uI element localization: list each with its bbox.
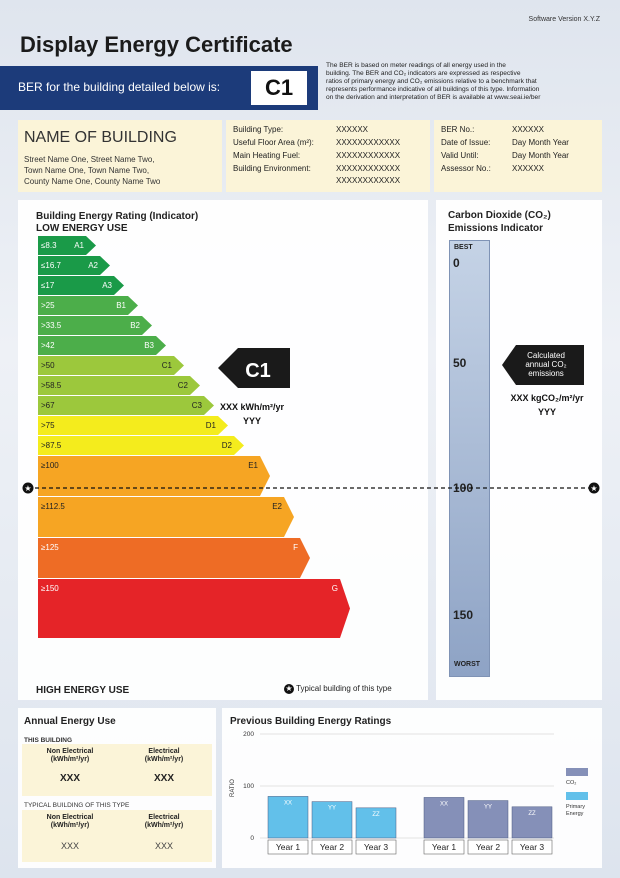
energy-band-range: >87.5 [41, 441, 62, 450]
chart-bar-label: YY [327, 805, 337, 812]
chart-legend-label: Primary [566, 804, 585, 810]
chart-category-label: Year 1 [275, 842, 301, 852]
this-electrical-value: XXX [153, 773, 174, 784]
ber-info-value: XXXXXX [512, 125, 545, 134]
chart-bar-label: ZZ [372, 811, 380, 818]
electrical-header-line: Electrical [148, 748, 180, 755]
chart-bar-label: ZZ [528, 810, 536, 817]
typical-marker-left-star: ★ [24, 484, 32, 493]
co2-value: XXX kgCO₂/m²/yr [510, 393, 584, 403]
non-electrical-header [30, 748, 110, 764]
ber-description-line: ratios of primary energy and CO₂ emissions relative to a benchmark that [326, 78, 537, 85]
energy-band-d2 [38, 436, 244, 455]
energy-band-range: >67 [41, 401, 55, 410]
chart-ytick: 0 [250, 835, 254, 842]
detail-label: Useful Floor Area (m²): [233, 138, 314, 147]
chart-category-label: Year 2 [475, 842, 501, 852]
chart-category-label: Year 1 [431, 842, 457, 852]
address-line: Town Name One, Town Name Two, [24, 166, 150, 175]
energy-band-grade: B1 [116, 301, 126, 310]
ber-value-box: C1 [249, 69, 309, 107]
current-rating-value: XXX kWh/m²/yr [219, 402, 285, 412]
energy-band-grade: C2 [177, 381, 188, 390]
address-line: Street Name One, Street Name Two, [24, 155, 155, 164]
energy-band-range: ≥150 [41, 584, 59, 593]
non-electrical-header-line: Non Electrical [46, 748, 94, 755]
chart-ytick: 200 [243, 731, 254, 738]
chart-ytick: 100 [243, 783, 254, 790]
ber-info-label: Date of Issue: [441, 138, 491, 147]
typical-marker-right-star: ★ [590, 484, 598, 493]
ber-info-value: Day Month Year [512, 151, 569, 160]
current-rating-sub: YYY [242, 416, 262, 426]
co2-best-label: BEST [454, 244, 473, 251]
co2-arrow-line: Calculated [527, 351, 565, 360]
co2-title-line: Emissions Indicator [448, 223, 544, 234]
energy-band-f [38, 538, 310, 578]
chart-category-label: Year 3 [519, 842, 545, 852]
this-building-heading: THIS BUILDING [24, 737, 73, 744]
page-title: Display Energy Certificate [20, 32, 293, 57]
detail-value: XXXXXXXXXXXX [336, 138, 401, 147]
chart-bar-label: XX [439, 801, 449, 808]
energy-band-range: ≤8.3 [41, 241, 57, 250]
energy-band-grade: G [331, 584, 338, 593]
software-version: Software Version X.Y.Z [528, 16, 600, 23]
previous-ratings-title: Previous Building Energy Ratings [230, 716, 392, 727]
current-rating-arrow-text: C1 [245, 360, 271, 382]
energy-band-grade: D2 [221, 441, 232, 450]
typical-electrical-header [124, 814, 204, 830]
typical-building-icon: ★ [285, 684, 293, 693]
typical-building-legend-text: Typical building of this type [296, 684, 392, 694]
electrical-header [124, 748, 204, 764]
detail-value: XXXXXXXXXXXX [336, 151, 401, 160]
energy-band-grade: D1 [205, 421, 216, 430]
energy-band-range: ≥112.5 [41, 502, 65, 511]
energy-band-grade: B2 [130, 321, 140, 330]
chart-legend-swatch [566, 792, 588, 800]
energy-band-c2 [38, 376, 200, 395]
co2-tick: 0 [453, 256, 460, 270]
energy-band-range: >25 [41, 301, 55, 310]
energy-band-range: ≥125 [41, 543, 59, 552]
low-energy-label: LOW ENERGY USE [36, 223, 128, 234]
electrical-header-line: (kWh/m²/yr) [144, 756, 184, 763]
energy-band-range: >42 [41, 341, 55, 350]
ber-info-label: Valid Until: [441, 151, 479, 160]
ber-info-label: BER No.: [441, 125, 475, 134]
detail-label: Main Heating Fuel: [233, 151, 301, 160]
ber-info-label: Assessor No.: [441, 164, 491, 173]
energy-bands [38, 236, 350, 638]
ber-description-line: The BER is based on meter readings of all energy used in the [326, 62, 506, 69]
typical-non-electrical-header [30, 814, 110, 830]
energy-band-grade: B3 [144, 341, 154, 350]
energy-band-grade: A2 [88, 261, 98, 270]
high-energy-label: HIGH ENERGY USE [36, 685, 130, 696]
co2-tick: 50 [453, 356, 467, 370]
energy-band-e1 [38, 456, 270, 496]
chart-ylabel: RATIO [230, 779, 236, 797]
energy-band-range: >33.5 [41, 321, 62, 330]
typical-non-electrical-header-line: Non Electrical [46, 814, 94, 821]
co2-arrow-line: annual CO₂ [525, 360, 567, 369]
chart-legend-swatch [566, 768, 588, 776]
building-name: NAME OF BUILDING [24, 129, 177, 146]
typical-electrical-header-line: (kWh/m²/yr) [144, 822, 184, 829]
previous-ratings-chart [222, 708, 602, 868]
detail-label: Building Environment: [233, 164, 311, 173]
co2-title-line: Carbon Dioxide (CO₂) [448, 210, 551, 221]
energy-band-grade: A3 [102, 281, 112, 290]
energy-band-grade: E2 [272, 502, 282, 511]
energy-band-grade: C3 [191, 401, 202, 410]
energy-band-g [38, 579, 350, 638]
detail-value: XXXXXXXXXXXX [336, 164, 401, 173]
chart-bar-label: XX [283, 800, 293, 807]
non-electrical-header-line: (kWh/m²/yr) [50, 756, 90, 763]
detail-value: XXXXXX [336, 125, 369, 134]
energy-band-range: ≥100 [41, 461, 59, 470]
this-non-electrical-value: XXX [59, 773, 80, 784]
energy-band-d1 [38, 416, 228, 435]
typical-non-electrical-header-line: (kWh/m²/yr) [50, 822, 90, 829]
address-line: County Name One, County Name Two [24, 177, 161, 186]
annual-energy-title: Annual Energy Use [24, 716, 116, 727]
chart-category-label: Year 3 [363, 842, 389, 852]
detail-label: Building Type: [233, 125, 284, 134]
energy-band-range: >58.5 [41, 381, 62, 390]
typical-electrical-header-line: Electrical [148, 814, 180, 821]
co2-worst-label: WORST [454, 661, 481, 668]
co2-tick: 100 [453, 481, 474, 495]
energy-band-range: ≤17 [41, 281, 55, 290]
energy-band-e2 [38, 497, 294, 537]
chart-legend-label: Energy [566, 811, 584, 817]
ber-description-line: on the derivation and interpretation of BER is available at www.seai.ie/ber [326, 94, 541, 101]
detail-value: XXXXXXXXXXXX [336, 176, 401, 185]
typical-non-electrical-value: XXX [60, 841, 79, 851]
ber-description-line: represents performance indicative of all buildings of this type. Information [326, 86, 540, 93]
chart-bar-label: YY [483, 804, 493, 811]
energy-band-grade: F [293, 543, 298, 552]
energy-band-range: >50 [41, 361, 55, 370]
energy-band-range: >75 [41, 421, 55, 430]
ber-description-line: building. The BER and CO₂ indicators are expressed as respective [326, 70, 521, 77]
energy-band-grade: C1 [161, 361, 172, 370]
ber-info-value: XXXXXX [512, 164, 545, 173]
typical-building-heading: TYPICAL BUILDING OF THIS TYPE [24, 802, 130, 809]
chart-legend-label: CO₂ [566, 780, 577, 786]
chart-category-label: Year 2 [319, 842, 345, 852]
ber-info-value: Day Month Year [512, 138, 569, 147]
energy-band-c3 [38, 396, 214, 415]
ber-banner-label: BER for the building detailed below is: [18, 80, 221, 94]
co2-arrow-line: emissions [528, 369, 564, 378]
rating-title: Building Energy Rating (Indicator) [36, 211, 199, 222]
energy-band-range: ≤16.7 [41, 261, 61, 270]
energy-band-grade: A1 [74, 241, 84, 250]
energy-band-grade: E1 [248, 461, 258, 470]
co2-tick: 150 [453, 608, 474, 622]
typical-electrical-value: XXX [154, 841, 173, 851]
co2-sub: YYY [537, 407, 557, 417]
